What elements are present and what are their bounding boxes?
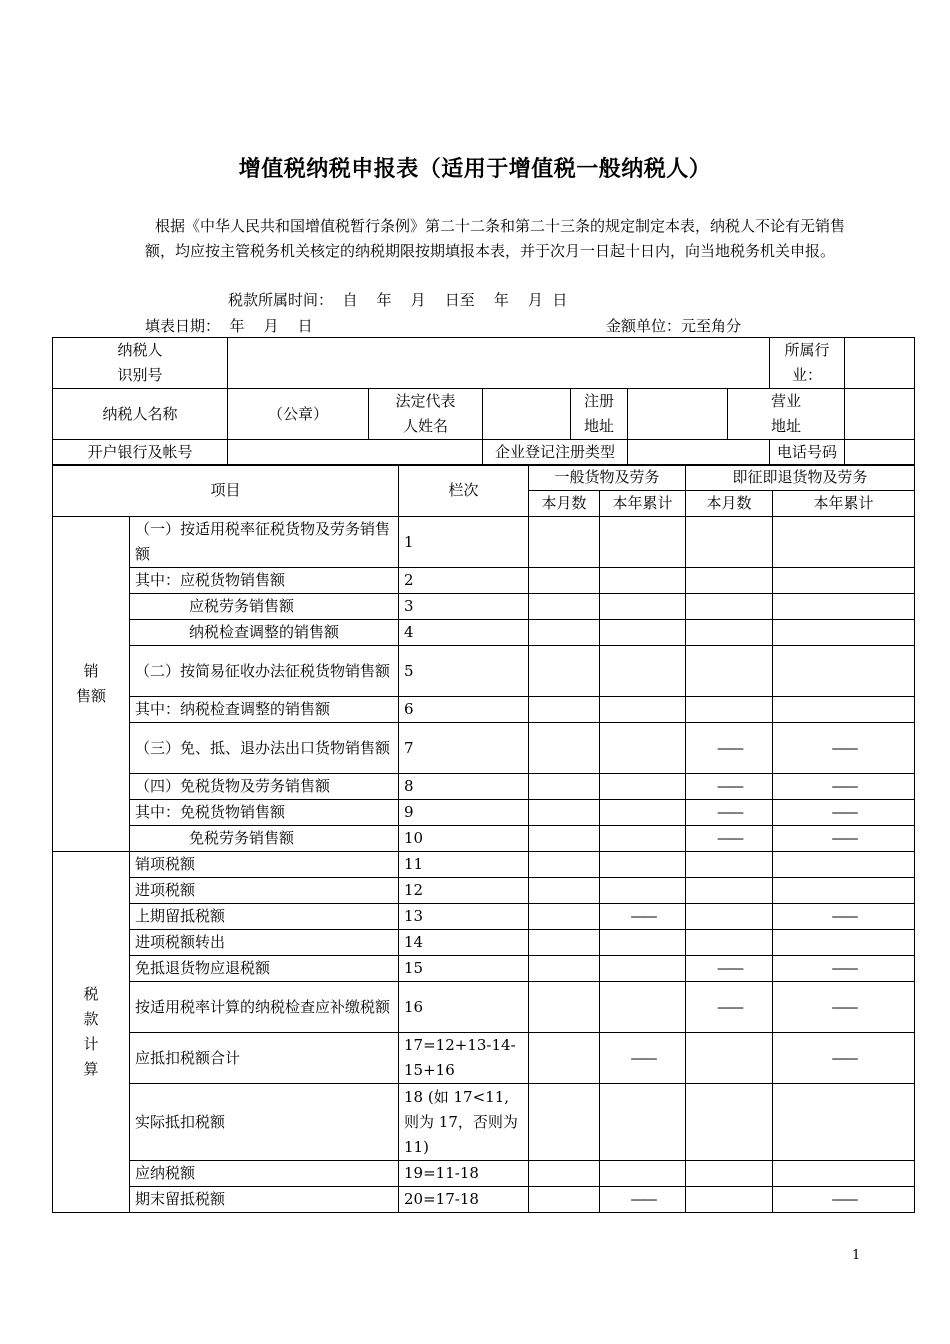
reg-type-label: 企业登记注册类型 [483,440,628,466]
not-applicable-dash: —— [686,800,773,826]
row-item: 应纳税额 [130,1161,399,1187]
row-line: 13 [399,904,529,930]
row-line: 1 [399,517,529,568]
refund-month-cell[interactable] [686,697,773,723]
row-line: 2 [399,568,529,594]
table-row [53,1187,915,1213]
general-month-cell[interactable] [529,800,600,826]
general-month-cell[interactable] [529,517,600,568]
not-applicable-dash: —— [773,904,915,930]
taxpayer-name-row [53,389,915,440]
refund-year-cell[interactable] [773,594,915,620]
row-item: 实际抵扣税额 [130,1084,399,1161]
refund-month-header: 本月数 [686,491,773,517]
row-line: 10 [399,826,529,852]
table-row [53,852,915,878]
not-applicable-dash: —— [773,800,915,826]
row-line: 11 [399,852,529,878]
table-row [53,517,915,568]
not-applicable-dash: —— [773,1033,915,1084]
general-month-cell[interactable] [529,982,600,1033]
general-year-cell[interactable] [600,697,686,723]
general-year-cell[interactable] [600,930,686,956]
reg-address-field[interactable] [628,389,728,440]
row-item: 其中：纳税检查调整的销售额 [130,697,399,723]
row-item: 按适用税率计算的纳税检查应补缴税额 [130,982,399,1033]
general-month-cell[interactable] [529,1161,600,1187]
legal-rep-label: 法定代表 人姓名 [369,389,483,440]
seal-field[interactable]: （公章） [228,389,369,440]
phone-label: 电话号码 [770,440,845,466]
not-applicable-dash: —— [773,982,915,1033]
refund-year-cell[interactable] [773,697,915,723]
industry-label: 所属行业： [770,338,845,389]
reg-type-field[interactable] [628,440,770,466]
general-month-cell[interactable] [529,930,600,956]
phone-field[interactable] [845,440,915,466]
tax-period-line: 税款所属时间： 自 年 月 日至 年 月 日 [228,291,568,309]
table-row [53,800,915,826]
general-month-header: 本月数 [529,491,600,517]
page-number: 1 [852,1248,861,1263]
row-item: （一）按适用税率征税货物及劳务销售额 [130,517,399,568]
not-applicable-dash: —— [686,723,773,774]
general-month-cell[interactable] [529,1033,600,1084]
row-line: 6 [399,697,529,723]
row-line: 8 [399,774,529,800]
refund-month-cell[interactable] [686,852,773,878]
row-item: 免抵退货物应退税额 [130,956,399,982]
row-line: 14 [399,930,529,956]
column-header-row-1 [53,465,915,491]
row-item: 免税劳务销售额 [130,826,399,852]
general-year-cell[interactable] [600,852,686,878]
refund-month-cell[interactable] [686,594,773,620]
general-month-cell[interactable] [529,697,600,723]
refund-year-cell[interactable] [773,930,915,956]
table-row [53,1033,915,1084]
refund-year-cell[interactable] [773,568,915,594]
row-line: 9 [399,800,529,826]
row-item: 进项税额转出 [130,930,399,956]
refund-month-cell[interactable] [686,1161,773,1187]
general-year-cell[interactable] [600,982,686,1033]
table-row [53,1084,915,1161]
general-year-cell[interactable] [600,517,686,568]
refund-year-cell[interactable] [773,852,915,878]
taxpayer-id-field[interactable] [228,338,770,389]
biz-address-field[interactable] [845,389,915,440]
row-line: 5 [399,646,529,697]
bank-row [53,440,915,466]
amount-unit: 金额单位：元至角分 [606,317,742,335]
table-row [53,930,915,956]
general-year-cell[interactable] [600,594,686,620]
row-line: 12 [399,878,529,904]
general-month-cell[interactable] [529,620,600,646]
general-month-cell[interactable] [529,594,600,620]
bank-field[interactable] [228,440,483,466]
refund-month-cell[interactable] [686,1033,773,1084]
tax-calc-section-label: 税 款 计 算 [53,852,130,1213]
general-month-cell[interactable] [529,723,600,774]
not-applicable-dash: —— [600,1187,686,1213]
not-applicable-dash: —— [773,1187,915,1213]
row-line: 4 [399,620,529,646]
taxpayer-id-label: 纳税人 识别号 [53,338,228,389]
bank-label: 开户银行及帐号 [53,440,228,466]
refund-month-cell[interactable] [686,1187,773,1213]
industry-field[interactable] [845,338,915,389]
refund-year-cell[interactable] [773,620,915,646]
general-month-cell[interactable] [529,904,600,930]
table-row [53,568,915,594]
taxpayer-info-table [52,337,915,466]
row-line: 16 [399,982,529,1033]
intro-text: 根据《中华人民共和国增值税暂行条例》第二十二条和第二十三条的规定制定本表，纳税人不论有无销售额，均应按主管税务机关核定的纳税期限按期填报本表，并于次月一日起十日内，向当地税务机关申报。 [145,217,846,260]
not-applicable-dash: —— [686,826,773,852]
general-year-cell[interactable] [600,878,686,904]
refund-month-cell[interactable] [686,878,773,904]
not-applicable-dash: —— [773,826,915,852]
row-line: 3 [399,594,529,620]
general-year-cell[interactable] [600,826,686,852]
refund-month-cell[interactable] [686,930,773,956]
general-month-cell[interactable] [529,568,600,594]
line-column-header: 栏次 [399,465,529,517]
fill-date-line: 填表日期： 年 月 日 [145,317,313,335]
not-applicable-dash: —— [773,956,915,982]
general-month-cell[interactable] [529,1084,600,1161]
row-item: 纳税检查调整的销售额 [130,620,399,646]
row-line: 15 [399,956,529,982]
general-month-cell[interactable] [529,1187,600,1213]
row-item: 期末留抵税额 [130,1187,399,1213]
table-row [53,904,915,930]
taxpayer-id-row [53,338,915,389]
general-year-cell[interactable] [600,568,686,594]
table-row [53,1161,915,1187]
general-year-cell[interactable] [600,956,686,982]
general-year-cell[interactable] [600,800,686,826]
refund-year-cell[interactable] [773,1161,915,1187]
refund-month-cell[interactable] [686,620,773,646]
sales-section-label: 销 售额 [53,517,130,852]
table-row [53,826,915,852]
general-month-cell[interactable] [529,774,600,800]
general-month-cell[interactable] [529,852,600,878]
form-title: 增值税纳税申报表（适用于增值税一般纳税人） [238,157,712,182]
row-item: （二）按简易征收办法征税货物销售额 [130,646,399,697]
row-item: （四）免税货物及劳务销售额 [130,774,399,800]
refund-month-cell[interactable] [686,904,773,930]
not-applicable-dash: —— [600,1033,686,1084]
general-month-cell[interactable] [529,826,600,852]
refund-month-cell[interactable] [686,646,773,697]
refund-year-cell[interactable] [773,517,915,568]
table-row [53,774,915,800]
reg-address-label: 注册 地址 [571,389,628,440]
general-month-cell[interactable] [529,956,600,982]
not-applicable-dash: —— [686,956,773,982]
instant-refund-header: 即征即退货物及劳务 [686,465,915,491]
table-row [53,697,915,723]
legal-rep-field[interactable] [483,389,571,440]
general-year-cell[interactable] [600,1084,686,1161]
row-line: 20=17-18 [399,1187,529,1213]
not-applicable-dash: —— [600,904,686,930]
refund-month-cell[interactable] [686,568,773,594]
general-year-cell[interactable] [600,1161,686,1187]
table-row [53,878,915,904]
row-item: 其中：应税货物销售额 [130,568,399,594]
refund-month-cell[interactable] [686,517,773,568]
not-applicable-dash: —— [686,982,773,1033]
table-row [53,723,915,774]
table-row [53,982,915,1033]
not-applicable-dash: —— [686,774,773,800]
not-applicable-dash: —— [773,723,915,774]
table-row [53,646,915,697]
row-line: 19=11-18 [399,1161,529,1187]
row-line: 7 [399,723,529,774]
row-item: 应抵扣税额合计 [130,1033,399,1084]
taxpayer-name-label: 纳税人名称 [53,389,228,440]
general-year-cell[interactable] [600,620,686,646]
row-item: 应税劳务销售额 [130,594,399,620]
table-row [53,594,915,620]
general-year-cell[interactable] [600,723,686,774]
row-item: 上期留抵税额 [130,904,399,930]
general-month-cell[interactable] [529,878,600,904]
row-item: 进项税额 [130,878,399,904]
general-goods-header: 一般货物及劳务 [529,465,686,491]
general-year-cell[interactable] [600,646,686,697]
not-applicable-dash: —— [773,774,915,800]
refund-year-header: 本年累计 [773,491,915,517]
general-month-cell[interactable] [529,646,600,697]
refund-year-cell[interactable] [773,1084,915,1161]
row-item: 其中：免税货物销售额 [130,800,399,826]
refund-month-cell[interactable] [686,1084,773,1161]
item-column-header: 项目 [53,465,399,517]
refund-year-cell[interactable] [773,878,915,904]
row-line: 18 (如 17<11,则为 17，否则为 11) [399,1084,529,1161]
biz-address-label: 营业 地址 [728,389,845,440]
table-row [53,620,915,646]
row-line: 17=12+13-14-15+16 [399,1033,529,1084]
refund-year-cell[interactable] [773,646,915,697]
row-item: （三）免、抵、退办法出口货物销售额 [130,723,399,774]
general-year-cell[interactable] [600,774,686,800]
table-row [53,956,915,982]
row-item: 销项税额 [130,852,399,878]
general-year-header: 本年累计 [600,491,686,517]
declaration-table [52,464,915,1213]
